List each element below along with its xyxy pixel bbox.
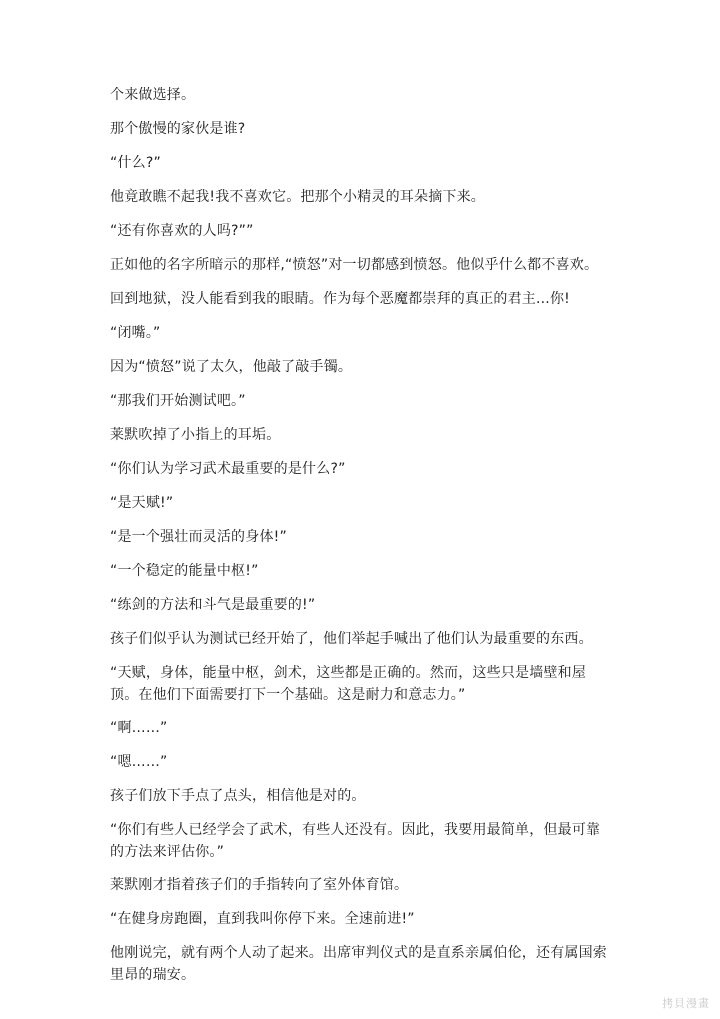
paragraph: “你们认为学习武术最重要的是什么?” bbox=[110, 461, 346, 477]
paragraph: 他刚说完，就有两个人动了起来。出席审判仪式的是直系亲属伯伦，还有属国索里昂的瑞安。 bbox=[110, 945, 607, 983]
paragraph: “什么?” bbox=[110, 155, 161, 171]
paragraph: 孩子们似乎认为测试已经开始了，他们举起手喊出了他们认为最重要的东西。 bbox=[110, 631, 593, 647]
paragraph: “还有你喜欢的人吗?”” bbox=[110, 223, 254, 239]
paragraph: 正如他的名字所暗示的那样,“愤怒”对一切都感到愤怒。他似乎什么都不喜欢。 bbox=[110, 257, 599, 273]
paragraph: “在健身房跑圈，直到我叫你停下来。全速前进!” bbox=[110, 911, 415, 927]
paragraph: “嗯……” bbox=[110, 754, 168, 770]
paragraph: “练剑的方法和斗气是最重要的!” bbox=[110, 597, 316, 613]
paragraph: “啊……” bbox=[110, 720, 168, 736]
paragraph: 回到地狱，没人能看到我的眼睛。作为每个恶魔都崇拜的真正的君主...你! bbox=[110, 291, 570, 307]
paragraph: “闭嘴。” bbox=[110, 325, 161, 341]
paragraph: 莱默刚才指着孩子们的手指转向了室外体育馆。 bbox=[110, 877, 409, 893]
paragraph: 因为“愤怒”说了太久，他敲了敲手镯。 bbox=[110, 359, 353, 375]
paragraph: “那我们开始测试吧。” bbox=[110, 393, 246, 409]
watermark: 拷貝漫畫 bbox=[662, 997, 710, 1010]
paragraph: “天赋，身体，能量中枢，剑术，这些都是正确的。然而，这些只是墙壁和屋顶。在他们下面需要打下一个基础。这是耐力和意志力。” bbox=[110, 665, 587, 703]
text-body bbox=[110, 84, 610, 997]
paragraph: “一个稳定的能量中枢!” bbox=[110, 563, 259, 579]
paragraph: 个来做选择。 bbox=[110, 87, 196, 103]
paragraph: 那个傲慢的家伙是谁? bbox=[110, 121, 246, 137]
paragraph: 莱默吹掉了小指上的耳垢。 bbox=[110, 427, 281, 443]
paragraph: “是天赋!” bbox=[110, 495, 174, 511]
paragraph: “是一个强壮而灵活的身体!” bbox=[110, 529, 287, 545]
paragraph: 孩子们放下手点了点头，相信他是对的。 bbox=[110, 788, 366, 804]
paragraph: 他竟敢瞧不起我!我不喜欢它。把那个小精灵的耳朵摘下来。 bbox=[110, 189, 486, 205]
paragraph: “你们有些人已经学会了武术，有些人还没有。因此，我要用最简单，但最可靠的方法来评估你。” bbox=[110, 822, 601, 860]
